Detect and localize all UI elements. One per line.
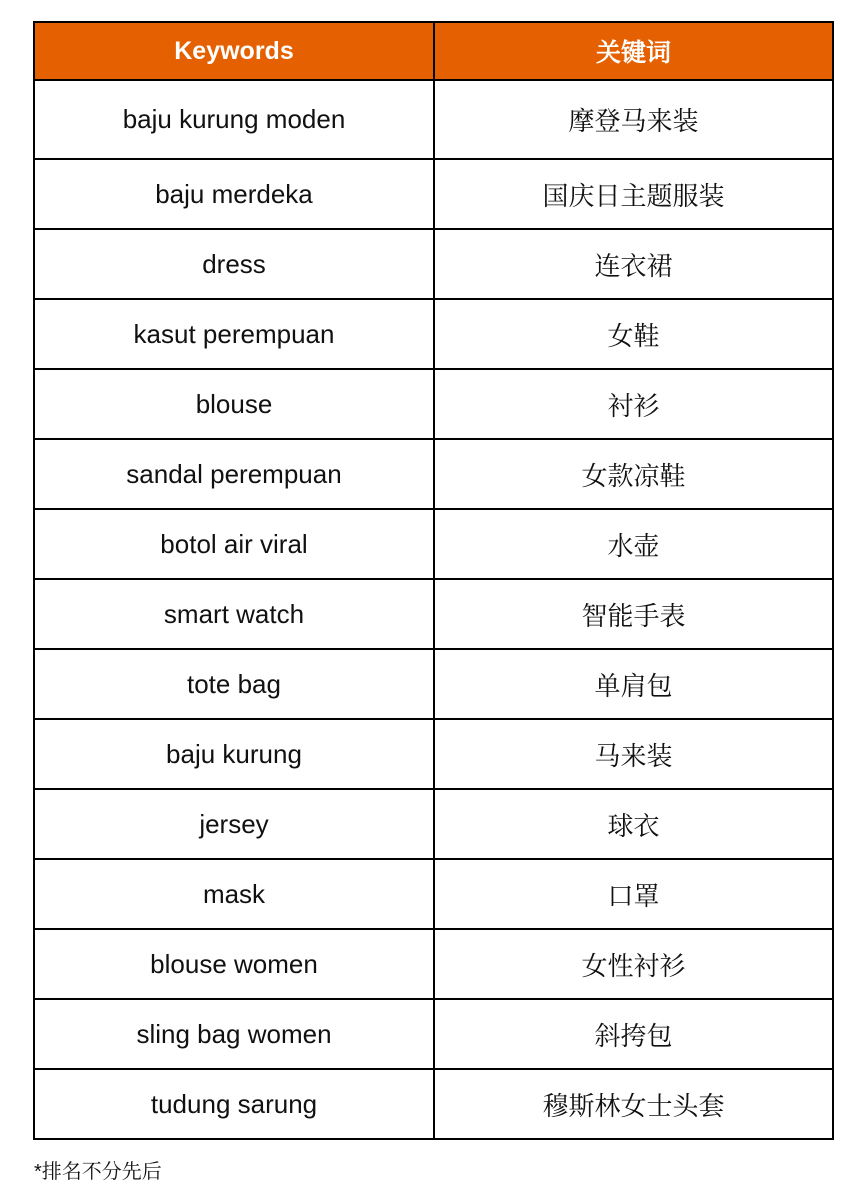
header-keywords-chinese: 关键词	[434, 22, 833, 80]
keyword-chinese-cell: 球衣	[434, 789, 833, 859]
table-row	[34, 369, 833, 439]
keyword-chinese-cell: 摩登马来装	[434, 80, 833, 159]
keyword-cell: baju kurung moden	[34, 80, 434, 159]
keyword-cell: blouse women	[34, 929, 434, 999]
keyword-cell: smart watch	[34, 579, 434, 649]
keyword-cell: tudung sarung	[34, 1069, 434, 1139]
keyword-chinese-cell: 水壶	[434, 509, 833, 579]
keyword-cell: blouse	[34, 369, 434, 439]
keyword-chinese-cell: 穆斯林女士头套	[434, 1069, 833, 1139]
table-row	[34, 229, 833, 299]
table-row	[34, 439, 833, 509]
footnote: *排名不分先后	[34, 1161, 162, 1183]
keyword-cell: sling bag women	[34, 999, 434, 1069]
keyword-chinese-cell: 口罩	[434, 859, 833, 929]
keyword-chinese-cell: 马来装	[434, 719, 833, 789]
keyword-cell: sandal perempuan	[34, 439, 434, 509]
keyword-cell: baju merdeka	[34, 159, 434, 229]
keyword-chinese-cell: 国庆日主题服装	[434, 159, 833, 229]
table-row	[34, 859, 833, 929]
keyword-chinese-cell: 单肩包	[434, 649, 833, 719]
table-row	[34, 649, 833, 719]
keyword-chinese-cell: 连衣裙	[434, 229, 833, 299]
keyword-chinese-cell: 女鞋	[434, 299, 833, 369]
keywords-table	[33, 21, 834, 1140]
table-row	[34, 929, 833, 999]
table-row	[34, 789, 833, 859]
keyword-chinese-cell: 智能手表	[434, 579, 833, 649]
keyword-cell: jersey	[34, 789, 434, 859]
keyword-cell: botol air viral	[34, 509, 434, 579]
keyword-cell: kasut perempuan	[34, 299, 434, 369]
keyword-cell: baju kurung	[34, 719, 434, 789]
header-row	[34, 22, 833, 80]
keywords-table-body	[34, 80, 833, 1139]
table-row	[34, 509, 833, 579]
keyword-chinese-cell: 斜挎包	[434, 999, 833, 1069]
table-row	[34, 159, 833, 229]
table-row	[34, 719, 833, 789]
table-row	[34, 299, 833, 369]
table-row	[34, 1069, 833, 1139]
keyword-cell: tote bag	[34, 649, 434, 719]
keyword-cell: dress	[34, 229, 434, 299]
keyword-cell: mask	[34, 859, 434, 929]
header-keywords: Keywords	[34, 22, 434, 80]
keyword-chinese-cell: 女性衬衫	[434, 929, 833, 999]
keyword-chinese-cell: 女款凉鞋	[434, 439, 833, 509]
table-row	[34, 80, 833, 159]
table-row	[34, 579, 833, 649]
keyword-chinese-cell: 衬衫	[434, 369, 833, 439]
table-row	[34, 999, 833, 1069]
